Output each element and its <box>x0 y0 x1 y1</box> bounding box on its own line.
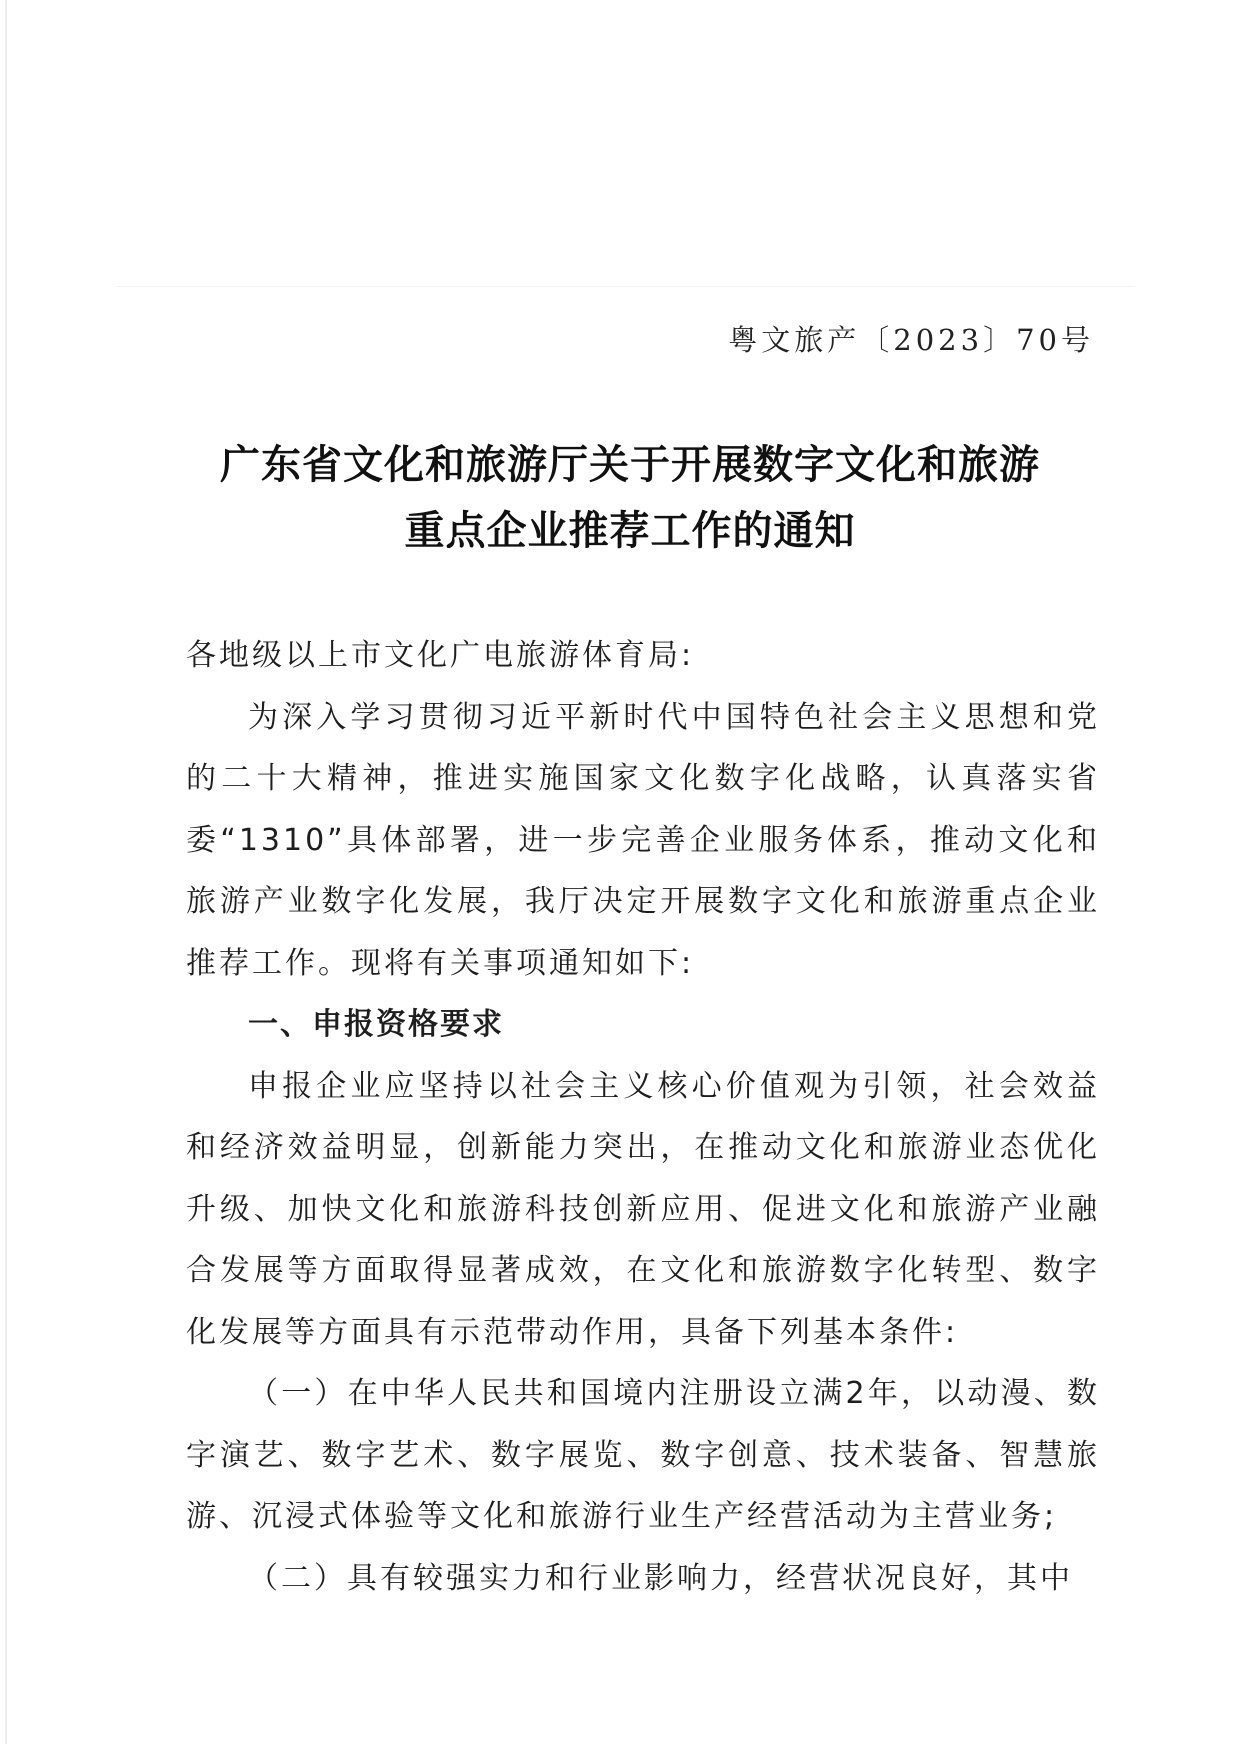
document-number: 粤文旅产〔2023〕70号 <box>728 323 1094 357</box>
header-divider <box>115 286 1135 287</box>
title-line-2: 重点企业推荐工作的通知 <box>404 507 856 554</box>
title-line-1: 广东省文化和旅游厅关于开展数字文化和旅游 <box>220 441 1040 488</box>
salutation: 各地级以上市文化广电旅游体育局: <box>186 638 695 673</box>
intro-paragraph: 为深入学习贯彻习近平新时代中国特色社会主义思想和党的二十大精神，推进实施国家文化数字化战略，认真落实省委“1310”具体部署，进一步完善企业服务体系，推动文化和旅游产业数字化发展，我厅决定开展数字文化和旅游重点企业推荐工作。现将有关事项通知如下: <box>186 699 1100 981</box>
requirement-item-2: （二）具有较强实力和行业影响力，经营状况良好，其中 <box>248 1560 1073 1596</box>
document-title <box>160 432 1100 564</box>
document-body <box>186 625 1100 1609</box>
requirement-item-1: （一）在中华人民共和国境内注册设立满2年，以动漫、数字演艺、数字艺术、数字展览、数字创意、技术装备、智慧旅游、沉浸式体验等文化和旅游行业生产经营活动为主营业务; <box>186 1376 1100 1534</box>
section-1-paragraph: 申报企业应坚持以社会主义核心价值观为引领，社会效益和经济效益明显，创新能力突出，在推动文化和旅游业态优化升级、加快文化和旅游科技创新应用、促进文化和旅游产业融合发展等方面取得显著成效，在文化和旅游数字化转型、数字化发展等方面具有示范带动作用，具备下列基本条件: <box>186 1068 1100 1350</box>
section-heading-1: 一、申报资格要求 <box>248 1007 504 1042</box>
page-edge <box>5 0 7 1744</box>
